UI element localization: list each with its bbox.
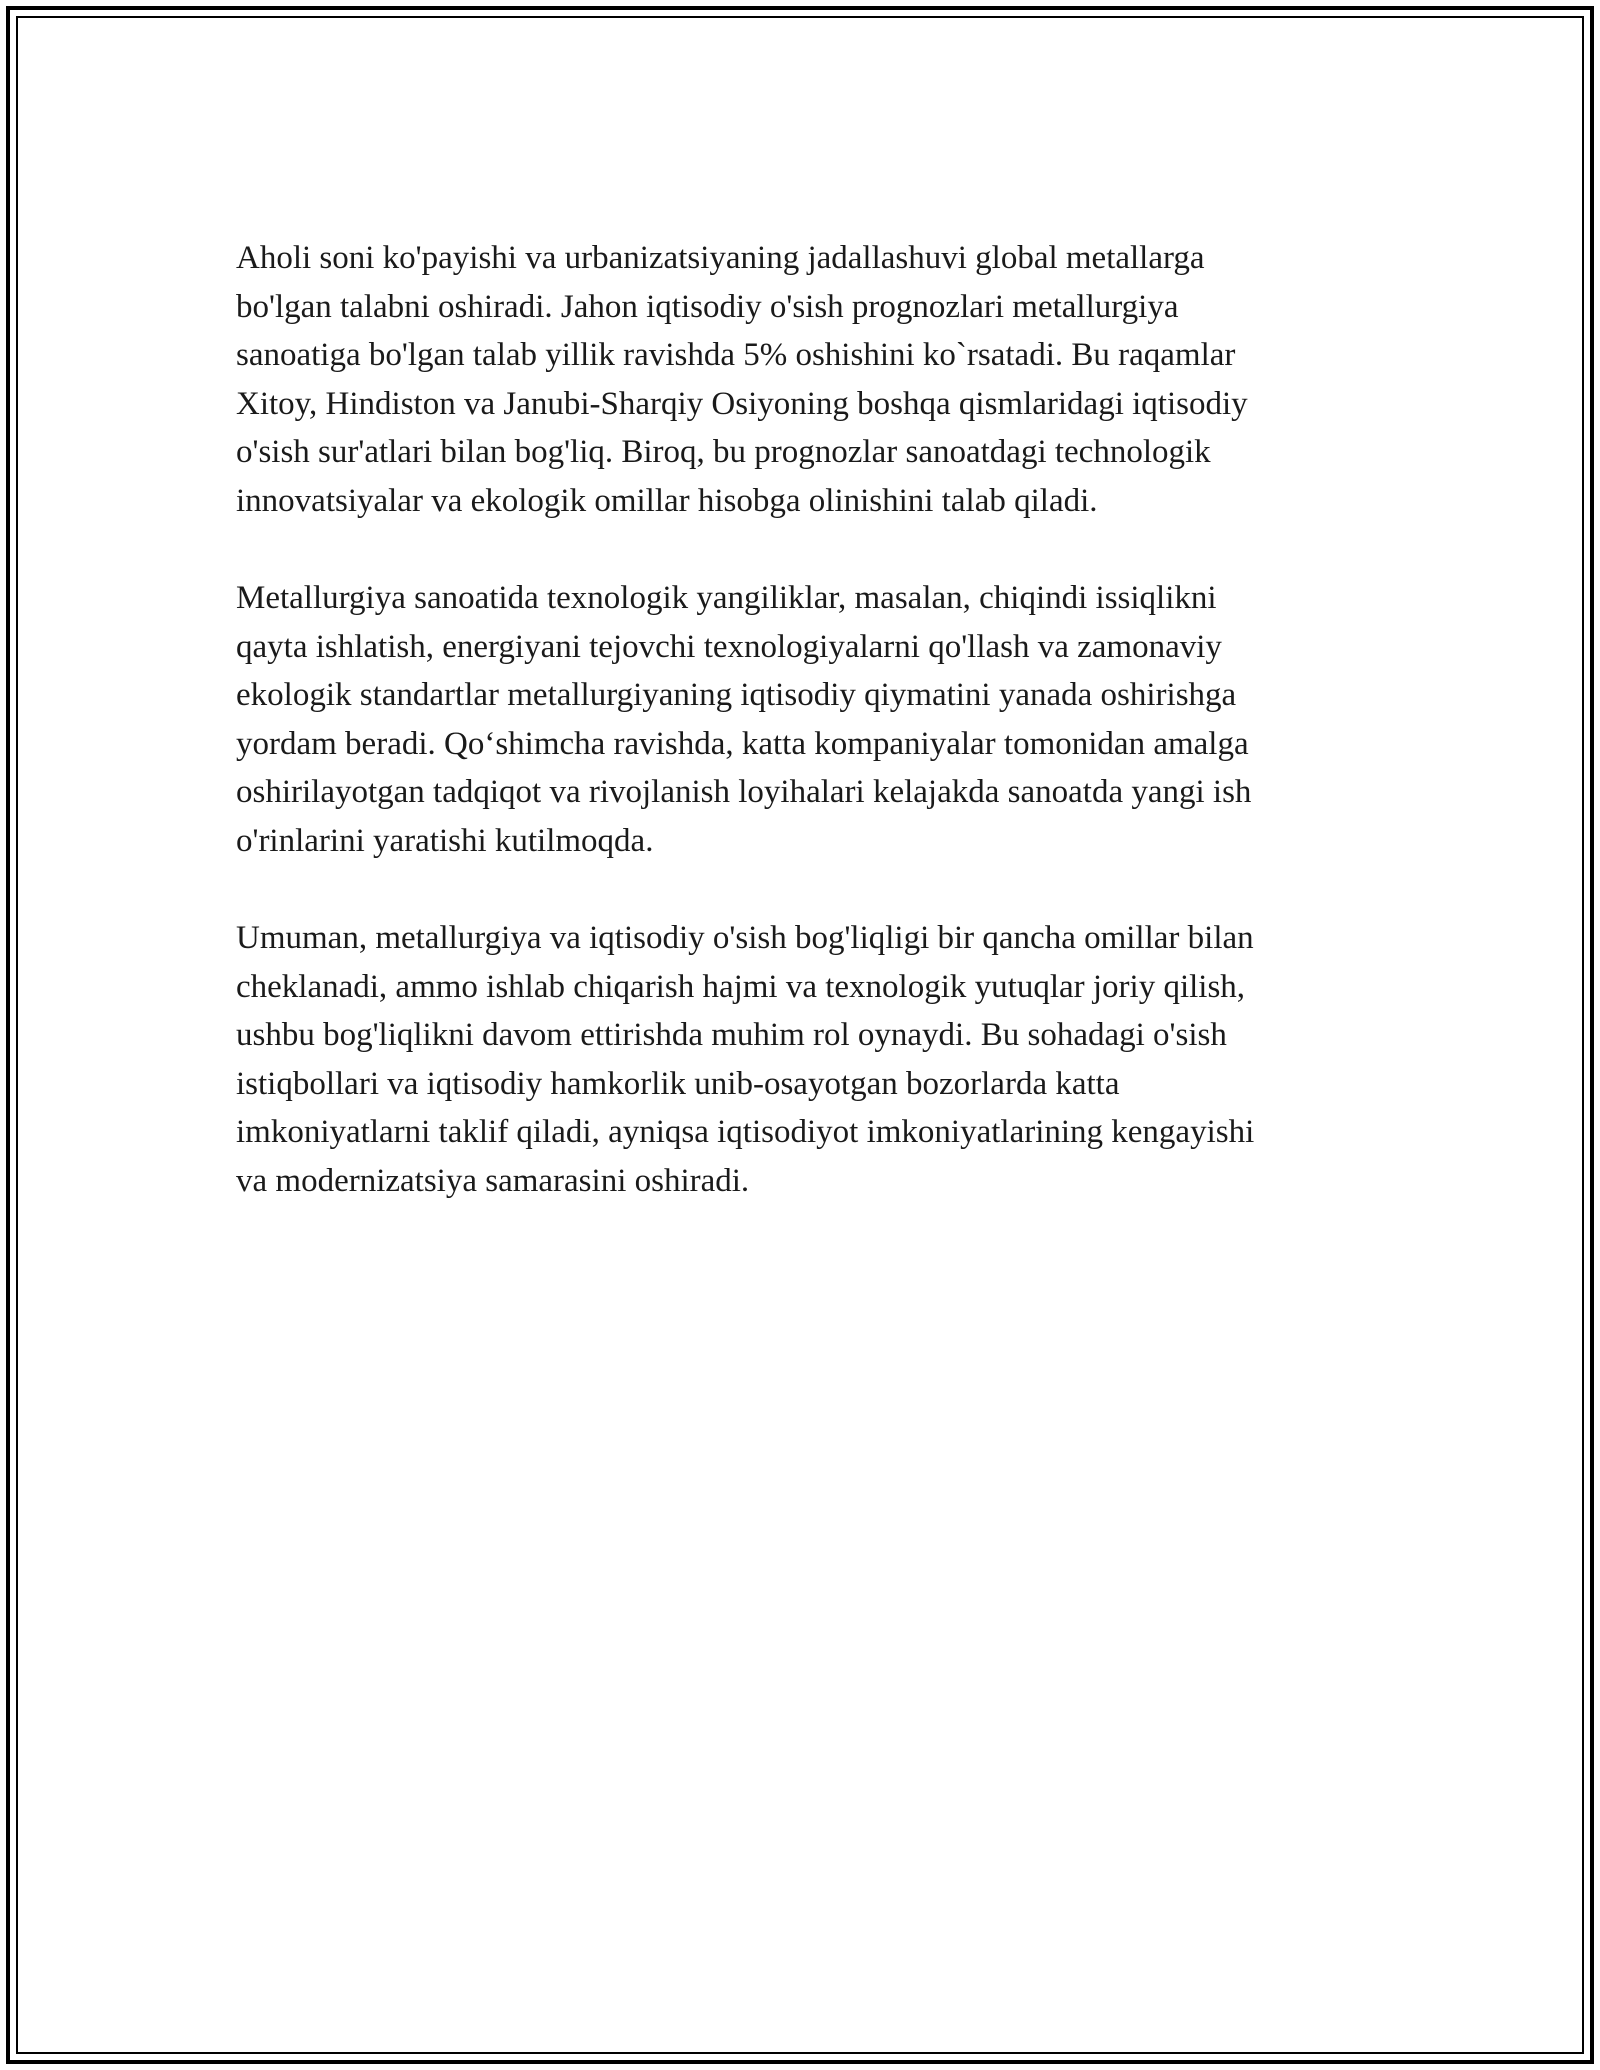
paragraph-3-line-1: Umuman, metallurgiya va iqtisodiy o'sish bog'liqligi bir qancha omillar bilan [236,920,1254,956]
paragraph-1-line-3: sanoatiga bo'lgan talab yillik ravishda 5% oshishini ko`rsatadi. Bu raqamlar [236,337,1236,373]
paragraph-1-line-2: bo'lgan talabni oshiradi. Jahon iqtisodiy o'sish prognozlari metallurgiya [236,288,1179,325]
paragraph-2 [236,574,1386,865]
paragraph-3-line-2: cheklanadi, ammo ishlab chiqarish hajmi va texnologik yutuqlar joriy qilish, [236,968,1246,1005]
paragraph-3-line-4: istiqbollari va iqtisodiy hamkorlik unib-osayotgan bozorlarda katta [236,1065,1120,1102]
paragraph-1-line-1: Aholi soni ko'payishi va urbanizatsiyaning jadallashuvi global metallarga [236,240,1205,276]
paragraph-2-line-1: Metallurgiya sanoatida texnologik yangiliklar, masalan, chiqindi issiqlikni [236,580,1217,616]
paragraph-3-line-6: va modernizatsiya samarasini oshiradi. [236,1162,750,1199]
paragraph-1-line-4: Xitoy, Hindiston va Janubi-Sharqiy Osiyoning boshqa qismlaridagi iqtisodiy [236,385,1248,422]
paragraph-3-line-5: imkoniyatlarni taklif qiladi, ayniqsa iqtisodiyot imkoniyatlarining kengayishi [236,1114,1255,1150]
paragraph-1 [236,234,1386,525]
paragraph-3-line-3: ushbu bog'liqlikni davom ettirishda muhim rol oynaydi. Bu sohadagi o'sish [236,1017,1227,1053]
paragraph-2-line-2: qayta ishlatish, energiyani tejovchi texnologiyalarni qo'llash va zamonaviy [236,628,1222,665]
paragraph-1-line-5: o'sish sur'atlari bilan bog'liq. Biroq, bu prognozlar sanoatdagi technologik [236,434,1211,470]
paragraph-2-line-3: ekologik standartlar metallurgiyaning iqtisodiy qiymatini yanada oshirishga [236,677,1237,713]
paragraph-2-line-5: oshirilayotgan tadqiqot va rivojlanish loyihalari kelajakda sanoatda yangi ish [236,774,1252,810]
paragraph-1-line-6: innovatsiyalar va ekologik omillar hisobga olinishini talab qiladi. [236,482,1098,519]
paragraph-2-line-6: o'rinlarini yaratishi kutilmoqda. [236,822,654,859]
document-body [236,234,1386,1254]
paragraph-2-line-4: yordam beradi. Qo‘shimcha ravishda, katta kompaniyalar tomonidan amalga [236,725,1249,762]
paragraph-3 [236,914,1386,1205]
